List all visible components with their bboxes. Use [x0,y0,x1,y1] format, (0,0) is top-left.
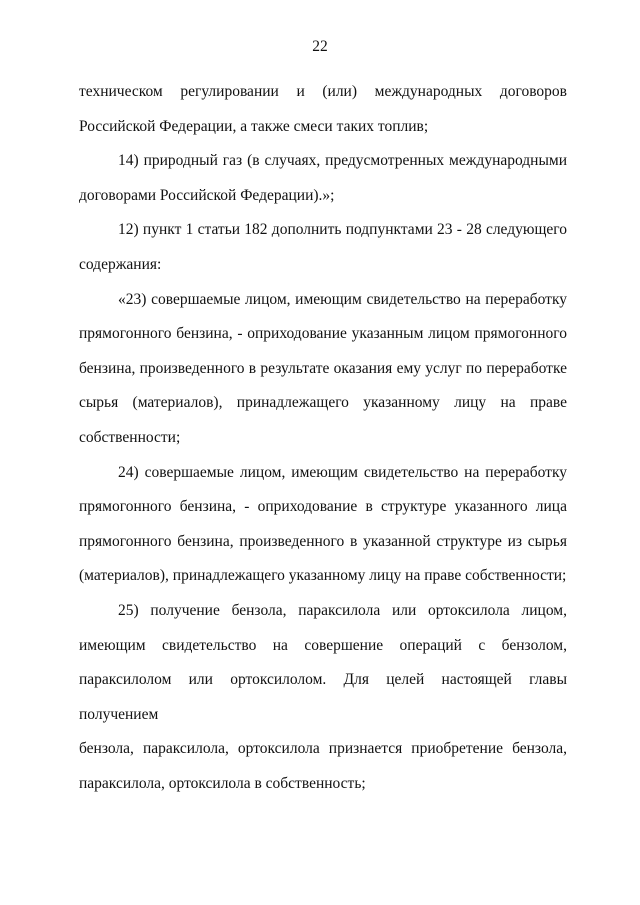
text-line: (материалов), принадлежащего указанному лицу на праве собственности; [79,567,567,585]
text-line: собственности; [79,428,181,446]
text-line: содержания: [79,255,162,273]
text-line: техническом регулировании и (или) международных договоров [79,83,567,100]
text-line: бензина, произведенного в результате оказания ему услуг по переработке [79,359,567,377]
text-line: прямогонного бензина, произведенного в указанной структуре из сырья [79,532,567,550]
text-line: 24) совершаемые лицом, имеющим свидетельство на переработку [118,463,567,481]
text-line: договорами Российской Федерации).»; [79,186,335,204]
text-line: «23) совершаемые лицом, имеющим свидетельство на переработку [118,290,567,308]
document-body [79,75,567,801]
text-line: 14) природный газ (в случаях, предусмотренных международными [118,152,567,170]
text-line: 25) получение бензола, параксилола или ортоксилола лицом, [118,601,567,619]
text-line: имеющим свидетельство на совершение операций с бензолом, [79,636,567,654]
text-line: прямогонного бензина, - оприходование указанным лицом прямогонного [79,325,567,343]
text-line: сырья (материалов), принадлежащего указанному лицу на праве [79,394,567,412]
page-number: 22 [312,38,328,55]
text-line: бензола, параксилола, ортоксилола признается приобретение бензола, [79,740,567,758]
text-line: 12) пункт 1 статьи 182 дополнить подпунктами 23 - 28 следующего [118,221,567,239]
text-line: Российской Федерации, а также смеси таких топлив; [79,117,429,135]
text-line: прямогонного бензина, - оприходование в структуре указанного лица [79,498,567,516]
text-line: параксилола, ортоксилола в собственность; [79,774,366,792]
text-line: параксилолом или ортоксилолом. Для целей настоящей главы получением [79,671,567,723]
